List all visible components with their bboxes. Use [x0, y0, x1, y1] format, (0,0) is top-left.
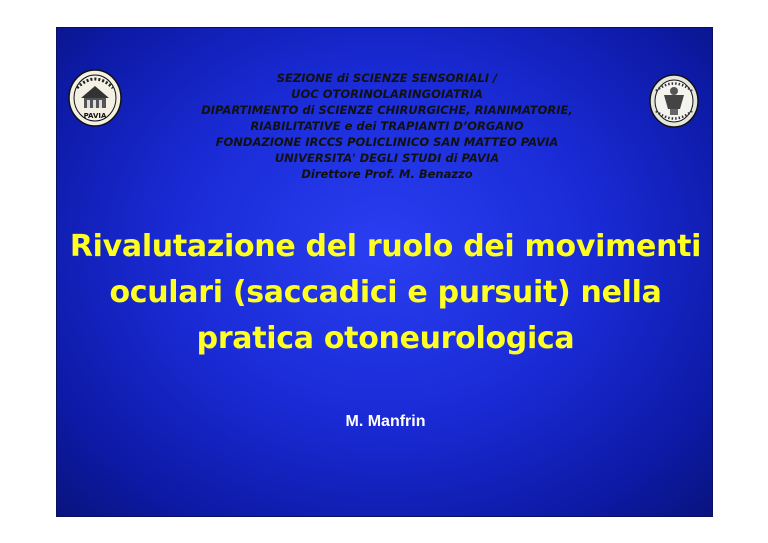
header-line: UNIVERSITA' DEGLI STUDI di PAVIA	[274, 151, 500, 165]
slide	[56, 27, 713, 517]
policlinico-san-matteo-seal-icon	[648, 73, 700, 129]
header-line: SEZIONE di SCIENZE SENSORIALI /	[276, 71, 498, 85]
header-line: FONDAZIONE IRCCS POLICLINICO SAN MATTEO PAVIA	[215, 135, 559, 149]
header-line: RIABILITATIVE e dei TRAPIANTI D’ORGANO	[250, 119, 524, 133]
university-of-pavia-seal-icon	[67, 68, 123, 128]
title-line: oculari (saccadici e pursuit) nella	[109, 275, 662, 310]
header-line: DIPARTIMENTO di SCIENZE CHIRURGICHE, RIANIMATORIE,	[201, 103, 573, 117]
header-line: UOC OTORINOLARINGOIATRIA	[291, 87, 483, 101]
title-line: pratica otoneurologica	[196, 321, 575, 356]
presentation-title	[57, 224, 714, 362]
seal-text: PAVIA	[83, 112, 107, 120]
director-line: Direttore Prof. M. Benazzo	[301, 167, 473, 181]
author-name: M. Manfrin	[345, 413, 426, 430]
institution-header	[177, 70, 597, 182]
title-line: Rivalutazione del ruolo dei movimenti	[69, 229, 702, 264]
